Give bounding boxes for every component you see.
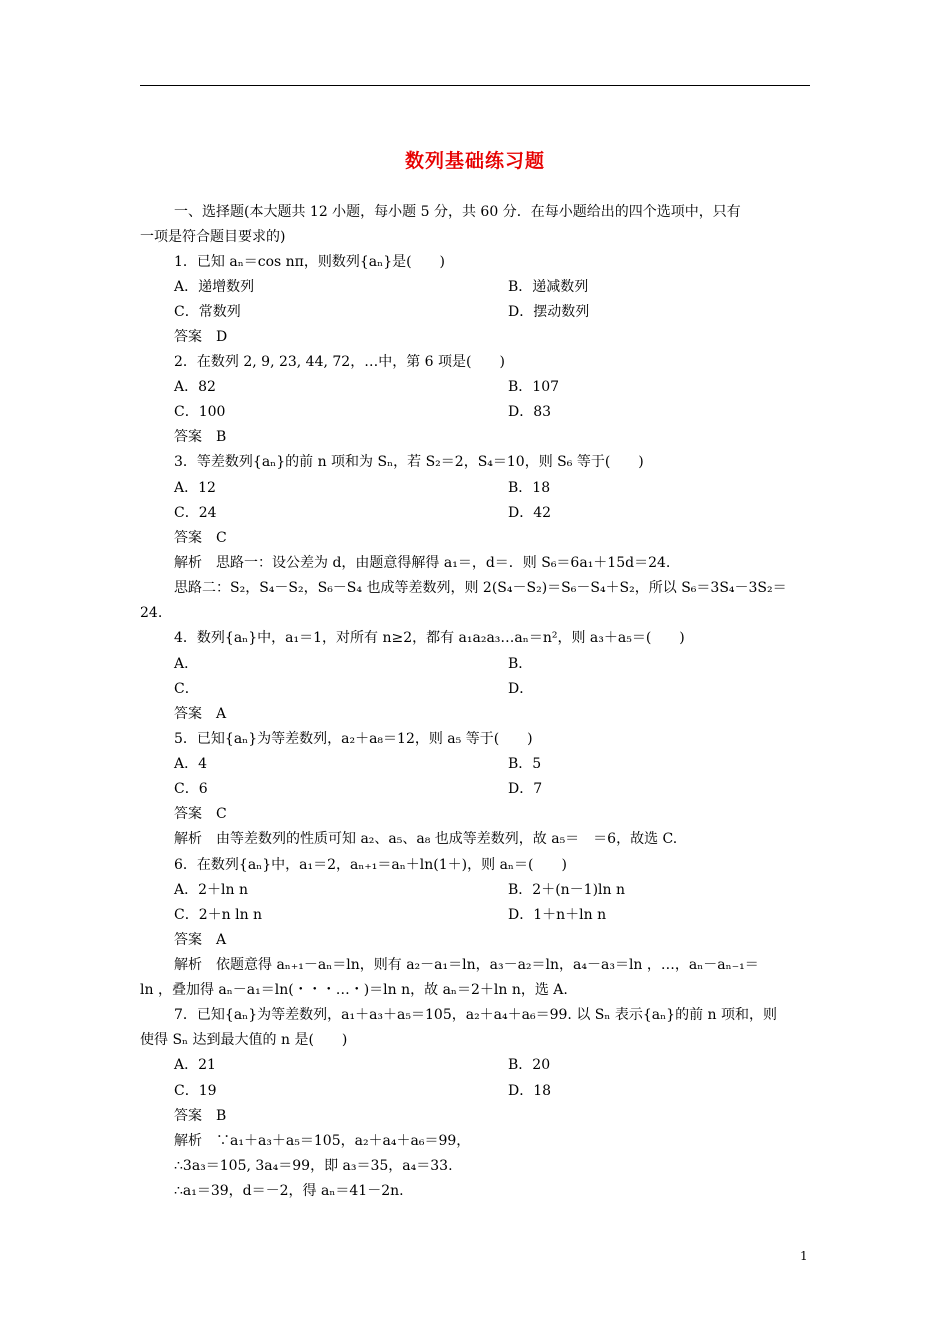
q6-option-b: B．2＋(n－1)ln n: [508, 882, 626, 898]
q5-stem: 5．已知{aₙ}为等差数列，a₂＋a₈＝12，则 a₅ 等于( ): [174, 731, 533, 747]
section-heading-line1: 一、选择题(本大题共 12 小题，每小题 5 分，共 60 分．在每小题给出的四个选项中，只有: [174, 204, 741, 220]
q6-stem: 6．在数列{aₙ}中，a₁＝2，aₙ₊₁＝aₙ＋ln(1＋)，则 aₙ＝( ): [174, 857, 567, 873]
section-heading-line2: 一项是符合题目要求的): [140, 229, 286, 245]
q7-option-c: C．19: [174, 1083, 217, 1099]
q5-option-c: C．6: [174, 781, 208, 797]
page-number: 1: [800, 1249, 808, 1263]
q1-option-a: A．递增数列: [174, 279, 255, 295]
q1-option-b: B．递减数列: [508, 279, 589, 295]
q5-answer: 答案 C: [174, 806, 227, 822]
q6-explanation-1: 解析 依题意得 aₙ₊₁－aₙ＝ln，则有 a₂－a₁＝ln，a₃－a₂＝ln，a₄－a₃＝ln ，…，aₙ－aₙ₋₁＝: [174, 957, 759, 973]
q3-stem: 3．等差数列{aₙ}的前 n 项和为 Sₙ，若 S₂＝2，S₄＝10，则 S₆ 等于( ): [174, 454, 644, 470]
q7-stem-1: 7．已知{aₙ}为等差数列，a₁＋a₃＋a₅＝105，a₂＋a₄＋a₆＝99. 以 Sₙ 表示{aₙ}的前 n 项和，则: [174, 1007, 777, 1023]
q7-explanation-1: 解析 ∵a₁＋a₃＋a₅＝105，a₂＋a₄＋a₆＝99，: [174, 1133, 471, 1149]
q3-explanation-3: 24.: [140, 605, 163, 621]
q1-option-c: C．常数列: [174, 304, 241, 320]
q3-option-d: D．42: [508, 505, 552, 521]
q1-option-d: D．摆动数列: [508, 304, 590, 320]
q4-stem: 4．数列{aₙ}中，a₁＝1，对所有 n≥2，都有 a₁a₂a₃…aₙ＝n²，则 a₃＋a₅＝( ): [174, 630, 685, 646]
q4-option-b: B．: [508, 656, 533, 672]
q5-option-d: D．7: [508, 781, 543, 797]
q1-stem: 1．已知 aₙ＝cos nπ，则数列{aₙ}是( ): [174, 254, 446, 270]
q7-option-a: A．21: [174, 1057, 216, 1073]
q3-option-c: C．24: [174, 505, 217, 521]
q7-stem-2: 使得 Sₙ 达到最大值的 n 是( ): [140, 1032, 348, 1048]
q4-option-c: C．: [174, 681, 199, 697]
q2-stem: 2．在数列 2, 9, 23, 44, 72，…中，第 6 项是( ): [174, 354, 505, 370]
q5-option-b: B．5: [508, 756, 542, 772]
q7-option-d: D．18: [508, 1083, 552, 1099]
q7-answer: 答案 B: [174, 1108, 227, 1124]
q3-option-a: A．12: [174, 480, 216, 496]
q6-answer: 答案 A: [174, 932, 227, 948]
q2-option-b: B．107: [508, 379, 560, 395]
q4-answer: 答案 A: [174, 706, 227, 722]
q5-option-a: A．4: [174, 756, 208, 772]
q2-answer: 答案 B: [174, 429, 227, 445]
q4-option-d: D．: [508, 681, 534, 697]
q7-explanation-2: ∴3a₃＝105, 3a₄＝99，即 a₃＝35，a₄＝33.: [174, 1158, 453, 1174]
q3-explanation-1: 解析 思路一：设公差为 d，由题意得解得 a₁＝，d＝．则 S₆＝6a₁＋15d＝24.: [174, 555, 671, 571]
q6-option-d: D．1＋n＋ln n: [508, 907, 607, 923]
q7-option-b: B．20: [508, 1057, 551, 1073]
q6-option-c: C．2＋n ln n: [174, 907, 263, 923]
q2-option-a: A．82: [174, 379, 216, 395]
q3-explanation-2: 思路二：S₂，S₄－S₂，S₆－S₄ 也成等差数列，则 2(S₄－S₂)＝S₆－S₄＋S₂，所以 S₆＝3S₄－3S₂＝: [174, 580, 787, 596]
q1-answer: 答案 D: [174, 329, 228, 345]
q2-option-c: C．100: [174, 404, 226, 420]
q2-option-d: D．83: [508, 404, 552, 420]
q6-option-a: A．2＋ln n: [174, 882, 248, 898]
q7-explanation-3: ∴a₁＝39，d＝－2，得 aₙ＝41－2n.: [174, 1183, 404, 1199]
q6-explanation-2: ln ，叠加得 aₙ－a₁＝ln(・・・…・)＝ln n，故 aₙ＝2＋ln n，选 A.: [140, 982, 568, 998]
q3-answer: 答案 C: [174, 530, 227, 546]
page-title: 数列基础练习题: [404, 150, 545, 172]
header-rule: [140, 85, 810, 86]
q4-option-a: A．: [174, 656, 199, 672]
q5-explanation-1: 解析 由等差数列的性质可知 a₂、a₅、a₈ 也成等差数列，故 a₅＝ ＝6，故选 C.: [174, 831, 678, 847]
q3-option-b: B．18: [508, 480, 551, 496]
